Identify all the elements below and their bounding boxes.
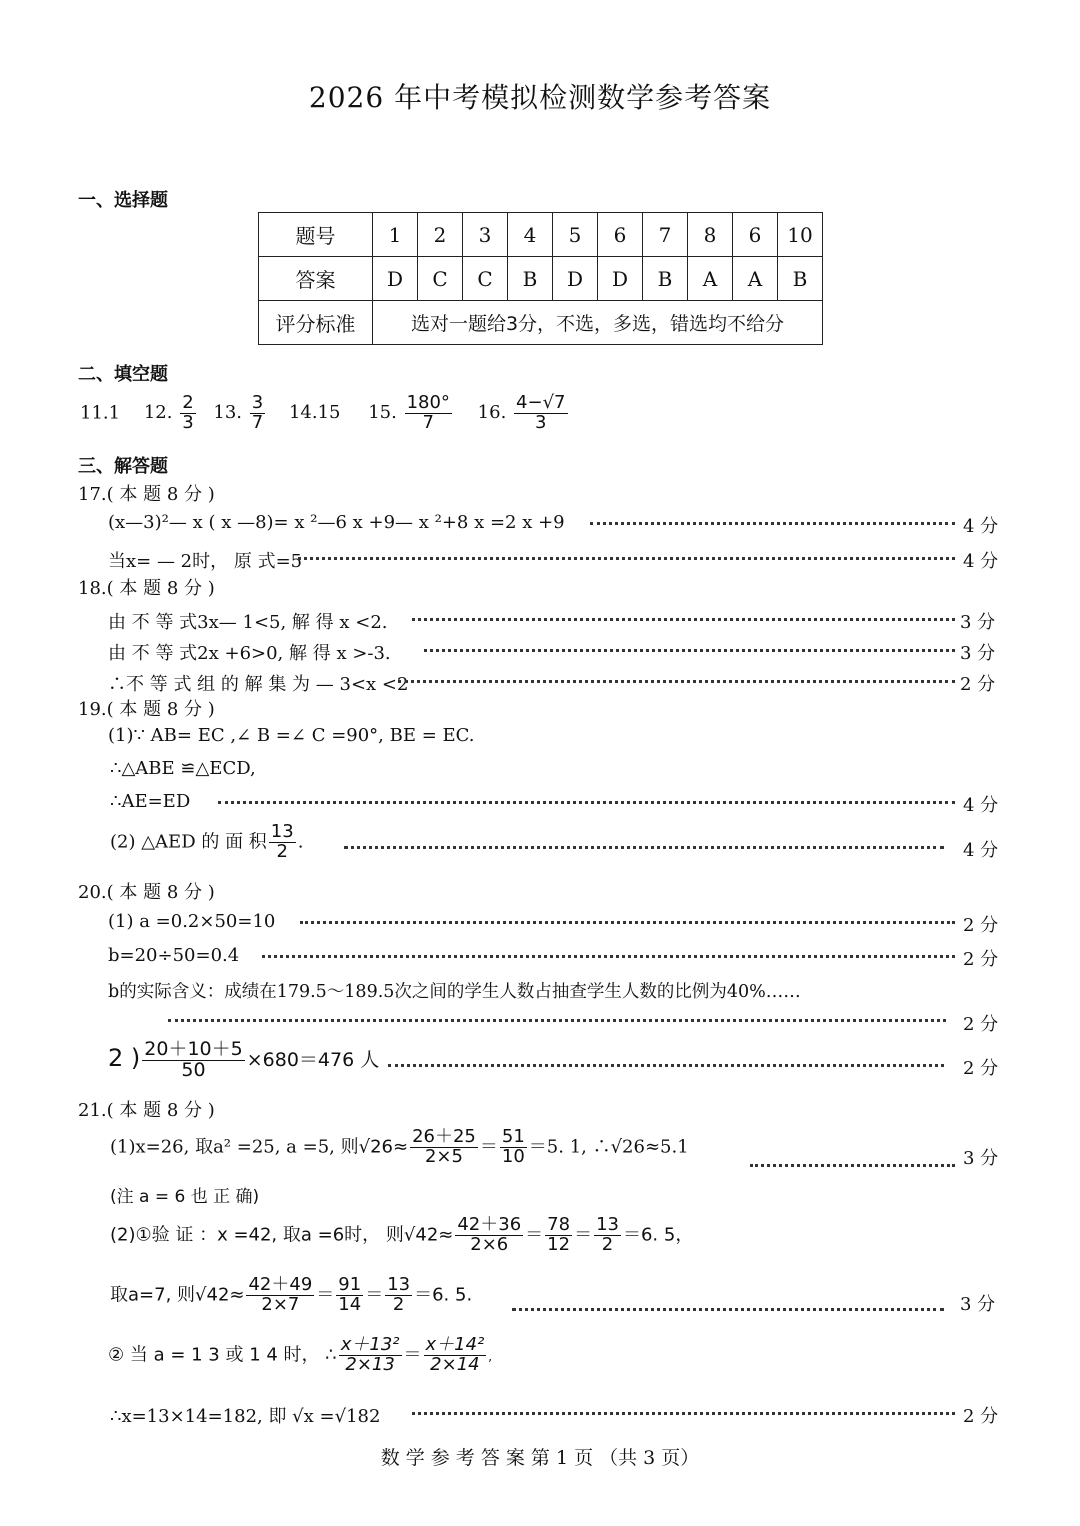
q21-points5: 2 分 bbox=[963, 1406, 999, 1427]
q21-line3 bbox=[110, 1276, 472, 1315]
q21-points3: 3 分 bbox=[960, 1294, 996, 1315]
section-fill-heading: 二、填空题 bbox=[78, 364, 168, 385]
page-footer: 数 学 参 考 答 案 第 1 页 （共 3 页） bbox=[380, 1447, 700, 1469]
table-row-criteria bbox=[259, 301, 823, 345]
q19-line4 bbox=[110, 823, 303, 862]
table-cell: 8 bbox=[688, 213, 733, 257]
table-cell: C bbox=[463, 257, 508, 301]
table-cell: B bbox=[508, 257, 553, 301]
denominator: 2×13 bbox=[345, 1353, 395, 1375]
leader-dots bbox=[218, 801, 955, 804]
table-cell: D bbox=[598, 257, 643, 301]
table-cell: C bbox=[418, 257, 463, 301]
q21-points1: 3 分 bbox=[963, 1148, 999, 1169]
numerator: 3 bbox=[251, 392, 264, 413]
table-cell: 5 bbox=[553, 213, 598, 257]
q18-points2: 3 分 bbox=[960, 643, 996, 664]
q18-heading: 18.( 本 题 8 分 ) bbox=[78, 578, 215, 599]
leader-dots bbox=[168, 1019, 946, 1022]
q21-fraction bbox=[500, 1128, 527, 1167]
denominator: 2×7 bbox=[261, 1293, 300, 1315]
denominator: 2 bbox=[276, 840, 288, 862]
q21-fraction bbox=[385, 1276, 412, 1315]
leader-dots bbox=[262, 955, 955, 958]
q21-fraction bbox=[339, 1336, 402, 1375]
numerator: 20＋10＋5 bbox=[144, 1038, 243, 1060]
q21-line4 bbox=[108, 1336, 492, 1375]
q21-line2-end: ＝6. 5， bbox=[622, 1224, 694, 1246]
q18-line3: ∴不 等 式 组 的 解 集 为 — 3<x <2 bbox=[108, 674, 409, 695]
q21-line1-text: (1)x=26, 取a² =25, a =5, 则 bbox=[110, 1136, 359, 1158]
fill-answers-row bbox=[80, 394, 570, 433]
q19-points3: 4 分 bbox=[963, 795, 999, 816]
equals: ＝ bbox=[479, 1136, 498, 1158]
denominator: 2 bbox=[392, 1293, 405, 1315]
numerator: 91 bbox=[338, 1274, 362, 1295]
q17-points1: 4 分 bbox=[963, 516, 999, 537]
numerator: x＋13² bbox=[340, 1334, 400, 1355]
denominator: 10 bbox=[501, 1145, 525, 1167]
table-cell: 6 bbox=[733, 213, 778, 257]
leader-dots bbox=[398, 680, 955, 683]
fill-q13-label: 13. bbox=[213, 402, 243, 424]
fill-q16-fraction bbox=[514, 394, 567, 433]
q17-line1: (x—3)²— x ( x —8)= x ²—6 x +9— x ²+8 x =2 x +9 bbox=[108, 512, 565, 533]
q20-points1: 2 分 bbox=[963, 915, 999, 936]
denominator: 12 bbox=[547, 1233, 571, 1255]
q20-line3: b的实际含义：成绩在179.5～189.5次之间的学生人数占抽查学生人数的比例为40%…… bbox=[108, 982, 801, 1002]
equals: ＝ bbox=[316, 1284, 335, 1306]
q19-line3: ∴AE=ED bbox=[110, 791, 191, 812]
q21-note: (注 a = 6 也 正 确) bbox=[110, 1187, 260, 1207]
table-row-numbers bbox=[259, 213, 823, 257]
sqrt26-approx: √26≈ bbox=[358, 1136, 409, 1158]
q20-part2-label: 2 ) bbox=[108, 1043, 141, 1072]
q21-line2-text: (2)①验 证 ：x =42, 取a =6时， 则 bbox=[110, 1224, 404, 1246]
denominator: 7 bbox=[422, 411, 434, 433]
q21-line3-end: ＝6. 5. bbox=[414, 1284, 473, 1306]
q18-points3: 2 分 bbox=[960, 674, 996, 695]
q21-line2 bbox=[110, 1216, 693, 1255]
numerator: 13 bbox=[387, 1274, 411, 1295]
sqrt42-approx: √42≈ bbox=[403, 1224, 454, 1246]
fill-q12-label: 12. bbox=[143, 402, 173, 424]
q21-fraction bbox=[594, 1216, 621, 1255]
q19-points4: 4 分 bbox=[963, 840, 999, 861]
fill-q15-fraction bbox=[405, 394, 452, 433]
q19-area-fraction bbox=[269, 823, 296, 862]
fill-q14: 14.15 bbox=[288, 402, 341, 424]
q19-line4-end: . bbox=[297, 831, 304, 853]
table-cell: 4 bbox=[508, 213, 553, 257]
numerator: x＋14² bbox=[425, 1334, 485, 1355]
equals: ＝ bbox=[365, 1284, 384, 1306]
q20-line2: b=20÷50=0.4 bbox=[108, 945, 240, 966]
answer-table bbox=[258, 212, 823, 345]
q21-fraction bbox=[410, 1128, 478, 1167]
leader-dots bbox=[750, 1164, 955, 1167]
leader-dots bbox=[412, 618, 955, 621]
q20-heading: 20.( 本 题 8 分 ) bbox=[78, 882, 215, 903]
denominator: 3 bbox=[182, 411, 194, 433]
section-choice-heading: 一、选择题 bbox=[78, 190, 168, 211]
q21-fraction bbox=[336, 1276, 363, 1315]
leader-dots bbox=[344, 846, 944, 849]
table-cell: B bbox=[643, 257, 688, 301]
table-header-number: 题号 bbox=[259, 213, 373, 257]
leader-dots bbox=[300, 921, 955, 924]
table-criteria-cell: 选对一题给3分，不选，多选，错选均不给分 bbox=[373, 301, 823, 345]
table-header-criteria: 评分标准 bbox=[259, 301, 373, 345]
q20-fraction bbox=[142, 1040, 244, 1081]
numerator: 4−√7 bbox=[516, 392, 566, 413]
numerator: 180° bbox=[406, 392, 450, 413]
q19-line2: ∴△ABE ≌△ECD, bbox=[110, 758, 256, 779]
q21-line4-end: , bbox=[488, 1349, 493, 1364]
numerator: 51 bbox=[501, 1126, 525, 1147]
q21-line1 bbox=[110, 1128, 689, 1167]
q21-line4-text: ② 当 a = 1 3 或 1 4 时， ∴ bbox=[108, 1344, 337, 1366]
denominator: 2×5 bbox=[424, 1145, 463, 1167]
table-row-answers bbox=[259, 257, 823, 301]
q18-points1: 3 分 bbox=[960, 612, 996, 633]
q21-fraction bbox=[545, 1216, 572, 1255]
denominator: 14 bbox=[338, 1293, 362, 1315]
table-cell: D bbox=[553, 257, 598, 301]
q20-line1: (1) a =0.2×50=10 bbox=[108, 911, 276, 932]
leader-dots bbox=[512, 1308, 944, 1311]
q20-line4-end: ×680＝476 人 bbox=[246, 1048, 380, 1071]
table-cell: A bbox=[733, 257, 778, 301]
table-cell: 1 bbox=[373, 213, 418, 257]
leader-dots bbox=[590, 522, 955, 525]
sqrt42-approx: √42≈ bbox=[195, 1284, 245, 1306]
denominator: 50 bbox=[181, 1058, 206, 1081]
q21-fraction bbox=[455, 1216, 523, 1255]
numerator: 26＋25 bbox=[412, 1126, 476, 1147]
q20-line4 bbox=[108, 1040, 379, 1081]
q21-line5: ∴x=13×14=182, 即 √x =√182 bbox=[110, 1406, 381, 1427]
table-cell: 6 bbox=[598, 213, 643, 257]
q21-line3-text: 取a=7, 则 bbox=[110, 1284, 196, 1306]
numerator: 42＋49 bbox=[248, 1274, 313, 1295]
leader-dots bbox=[412, 1412, 955, 1415]
section-solve-heading: 三、解答题 bbox=[78, 456, 168, 477]
denominator: 3 bbox=[535, 411, 547, 433]
q19-heading: 19.( 本 题 8 分 ) bbox=[78, 699, 215, 720]
q21-line1-end: ＝5. 1, ∴√26≈5.1 bbox=[528, 1136, 689, 1158]
q21-fraction bbox=[246, 1276, 314, 1315]
denominator: 7 bbox=[251, 411, 264, 433]
q20-points2: 2 分 bbox=[963, 949, 999, 970]
q17-points2: 4 分 bbox=[963, 551, 999, 572]
numerator: 42＋36 bbox=[457, 1214, 522, 1235]
q21-heading: 21.( 本 题 8 分 ) bbox=[78, 1100, 215, 1121]
denominator: 2 bbox=[601, 1233, 614, 1255]
q17-heading: 17.( 本 题 8 分 ) bbox=[78, 484, 215, 505]
page-title: 2026 年中考模拟检测数学参考答案 bbox=[308, 81, 772, 114]
q19-line4-text: (2) △AED 的 面 积 bbox=[110, 831, 267, 853]
q18-line2: 由 不 等 式2x +6>0, 解 得 x >-3. bbox=[108, 643, 391, 664]
table-cell: B bbox=[778, 257, 823, 301]
table-cell: 2 bbox=[418, 213, 463, 257]
numerator: 13 bbox=[596, 1214, 619, 1235]
q19-line1: (1)∵ AB= EC ,∠ B =∠ C =90°, BE = EC. bbox=[108, 725, 475, 746]
leader-dots bbox=[298, 557, 955, 560]
denominator: 2×6 bbox=[470, 1233, 509, 1255]
equals: ＝ bbox=[525, 1224, 544, 1246]
fill-q12-fraction bbox=[180, 394, 195, 433]
q18-line1: 由 不 等 式3x— 1<5, 解 得 x <2. bbox=[108, 612, 388, 633]
table-cell: 7 bbox=[643, 213, 688, 257]
numerator: 78 bbox=[547, 1214, 571, 1235]
q17-line2: 当x= — 2时， 原 式=5 bbox=[108, 551, 303, 572]
fill-q11: 11.1 bbox=[80, 402, 121, 424]
fill-q15-label: 15. bbox=[368, 402, 397, 424]
numerator: 13 bbox=[270, 821, 294, 842]
table-cell: A bbox=[688, 257, 733, 301]
table-cell: D bbox=[373, 257, 418, 301]
q20-points4: 2 分 bbox=[963, 1058, 999, 1079]
table-header-answer: 答案 bbox=[259, 257, 373, 301]
equals: ＝ bbox=[403, 1344, 422, 1366]
leader-dots bbox=[388, 1064, 944, 1067]
fill-q16-label: 16. bbox=[477, 402, 507, 424]
table-cell: 3 bbox=[463, 213, 508, 257]
equals: ＝ bbox=[574, 1224, 593, 1246]
leader-dots bbox=[424, 649, 955, 652]
table-cell: 10 bbox=[778, 213, 823, 257]
numerator: 2 bbox=[182, 392, 194, 413]
denominator: 2×14 bbox=[430, 1353, 480, 1375]
q21-fraction bbox=[424, 1336, 487, 1375]
fill-q13-fraction bbox=[250, 394, 265, 433]
q20-points3: 2 分 bbox=[963, 1014, 999, 1035]
